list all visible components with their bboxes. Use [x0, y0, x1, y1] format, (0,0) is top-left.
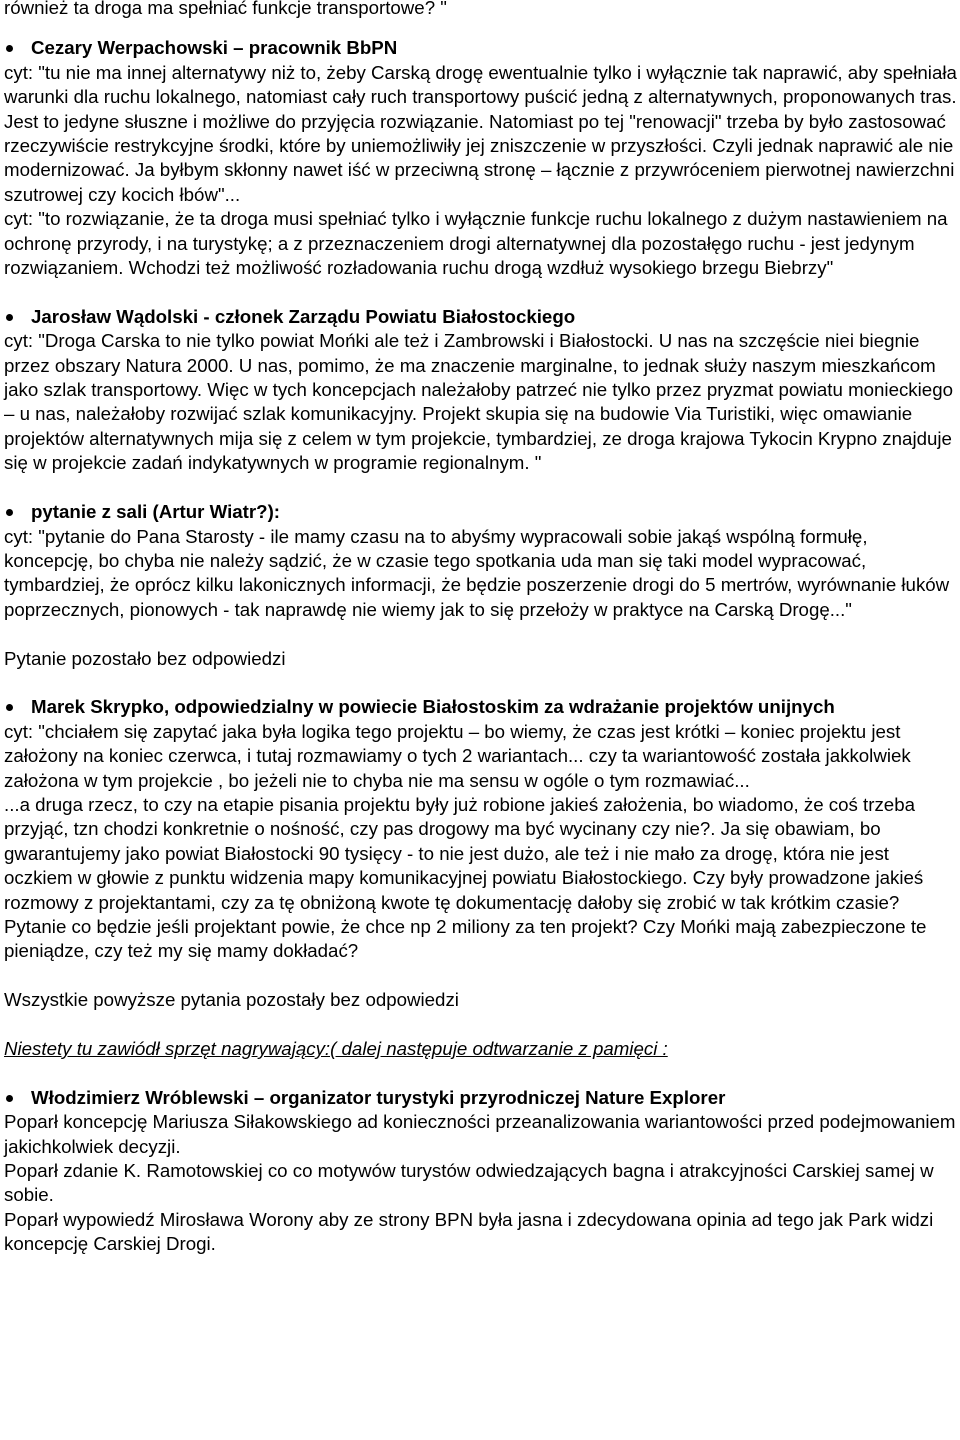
- speaker-quote: cyt: "pytanie do Pana Starosty - ile mamy czasu na to abyśmy wypracowali sobie jakąś wspólną formułę, koncepcję, bo chyba nie należy sądzić, że w czasie tego spotkania uda man się taki model wypracować, tymbardziej, że oprócz kilku lakonicznych informacji, że będzie poszerzenie drogi do 5 mertrów, wyrównanie łuków poprzecznych, pionowych - tak naprawdę nie wiemy jak to się przełoży w praktyce na Carską Drogę...": [4, 525, 950, 620]
- no-answer-note: Pytanie pozostało bez odpowiedzi: [4, 647, 286, 669]
- speaker-statement: Poparł koncepcję Mariusza Siłakowskiego ad konieczności przeanalizowania wariantowości przed podejmowaniem jakichkolwiek decyzji.: [4, 1111, 956, 1157]
- speaker-heading: Cezary Werpachowski – pracownik BbPN: [4, 36, 959, 60]
- speaker-quote: cyt: "Droga Carska to nie tylko powiat Mońki ale też i Zambrowski i Białostocki. U nas na szczęście niei biegnie przez obszary Natura 2000. U nas, pomimo, że ma znaczenie marginalne, to jednak służy naszym mieszkańcom jako szlak transportowy. Więc w tych koncepcjach należałoby patrzeć nie tylko przez pryzmat powiatu monieckiego – u nas, należałoby rozwijać szlak komunikacyjny. Projekt skupia się na budowie Via Turistiki, więc omawianie projektów alternatywnych mija się z celem w tym projekcie, tymbardziej, ze droga krajowa Tykocin Krypno znajduje się w projekcie zadań indykatywnych w programie regionalnym. ": [4, 330, 953, 474]
- speaker-quote: cyt: "to rozwiązanie, że ta droga musi spełniać tylko i wyłącznie funkcje ruchu lokalnego z dużym nastawieniem na ochronę przyrody, i na turystykę; a z przeznaczeniem drogi alternatywnej dla pozostałęgo ruchu - jest jedynym rozwiązaniem. Wchodzi też możliwość rozładowania ruchu drogą wzdłuż wysokiego brzegu Biebrzy": [4, 208, 948, 279]
- speaker-heading: Jarosław Wądolski - członek Zarządu Powiatu Białostockiego: [4, 305, 959, 329]
- speaker-quote: ...a druga rzecz, to czy na etapie pisania projektu były już robione jakieś założenia, bo wiadomo, że coś trzeba przyjąć, tzn chodzi konkretnie o nośność, czy pas drogowy ma być wycinany czy nie?. Ja się obawiam, bo gwarantujemy jako powiat Białostocki 90 tysięcy - to nie jest dużo, ale też i nie mało za drogę, która nie jest oczkiem w głowie z punktu widzenia mapy komunikacyjnej powiatu Białostockiego. Czy były prowadzone jakieś rozmowy z projektantami, czy za tę obniżoną kwote tę dokumentację dałoby się zrobić w tak krótkim czasie? Pytanie co będzie jeśli projektant powie, że chce np 2 miliony za ten projekt? Czy Mońki mają zabezpieczone te pieniądze, czy też my się mamy dokładać?: [4, 793, 927, 962]
- intro-text: również ta droga ma spełniać funkcje transportowe? ": [4, 0, 447, 18]
- no-answer-note: Wszystkie powyższe pytania pozostały bez odpowiedzi: [4, 989, 459, 1011]
- speaker-statement: Poparł wypowiedź Mirosława Worony aby ze strony BPN była jasna i zdecydowana opinia ad tego jak Park widzi koncepcję Carskiej Drogi.: [4, 1208, 934, 1255]
- speaker-heading: Marek Skrypko, odpowiedzialny w powiecie Białostoskim za wdrażanie projektów unijnych: [4, 695, 959, 719]
- speaker-quote: cyt: "chciałem się zapytać jaka była logika tego projektu – bo wiemy, że czas jest krótki – koniec projektu jest założony na koniec czerwca, i tutaj rozmawiamy o tych 2 wariantach... czy ta wariantowość została jakkolwiek założona w tym projekcie , bo jeżeli nie to chyba nie ma sensu w ogóle o tym rozmawiać...: [4, 720, 911, 791]
- document-page: [4, 0, 959, 1257]
- speaker-statement: Poparł zdanie K. Ramotowskiej co co motywów turystów odwiedzających bagna i atrakcyjności Carskiej samej w sobie.: [4, 1159, 934, 1206]
- speaker-heading: Włodzimierz Wróblewski – organizator turystyki przyrodniczej Nature Explorer: [4, 1086, 959, 1110]
- speaker-heading: pytanie z sali (Artur Wiatr?):: [4, 500, 959, 524]
- speaker-quote: cyt: "tu nie ma innej alternatywy niż to, żeby Carską drogę ewentualnie tylko i wyłącznie tak naprawić, aby spełniała warunki dla ruchu lokalnego, natomiast cały ruch transportowy puścić jedną z alternatywnych, proponowanych tras. Jest to jedyne słuszne i możliwe do przyjęcia rozwiązanie. Natomiast po tej "renowacji" trzeba by było zastosować rzeczywiście restrykcyjne środki, które by uniemożliwiły jej zniszczenie w przyszłości. Czyli jednak naprawić ale nie modernizować. Ja byłbym skłonny nawet iść w przeciwną stronę – łącznie z przywróceniem pierwotnej nawierzchni szutrowej czy kocich łbów"...: [4, 61, 957, 205]
- equipment-failure-note: Niestety tu zawiódł sprzęt nagrywający:( dalej następuje odtwarzanie z pamięci :: [4, 1037, 668, 1059]
